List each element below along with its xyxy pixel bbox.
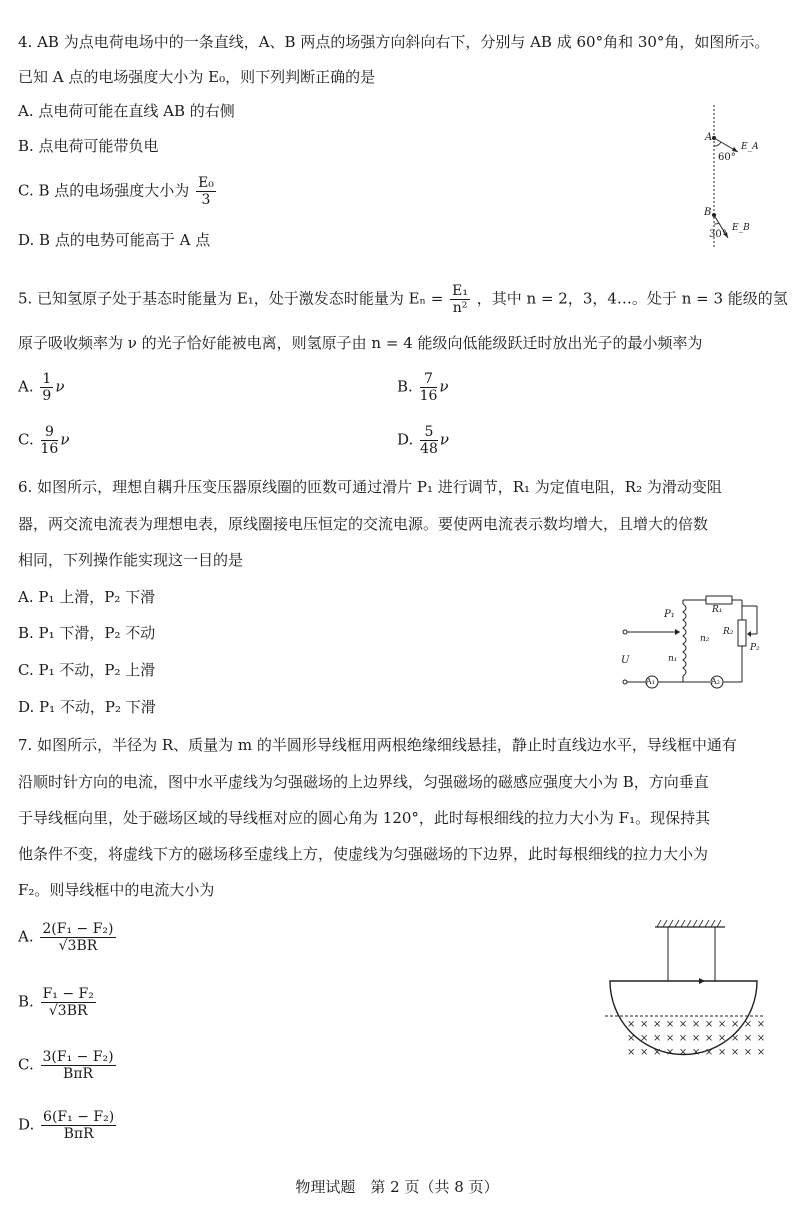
q6-stem-line3: 相同，下列操作能实现这一目的是 xyxy=(18,551,244,569)
q6-option-a: A. P₁ 上滑，P₂ 下滑 xyxy=(18,588,156,606)
q5-option-c-label: C. xyxy=(18,430,34,449)
q7-option-c xyxy=(18,1050,118,1081)
q7-stem-line2: 沿顺时针方向的电流，图中水平虚线为匀强磁场的上边界线，匀强磁场的磁感应强度大小为 B，方向垂直 xyxy=(18,773,709,791)
q6-fig-u: U xyxy=(621,655,630,666)
q7-c-den: BπR xyxy=(63,1066,94,1082)
q5-a-unit: ν xyxy=(55,377,65,396)
q5-option-b-label: B. xyxy=(397,377,413,396)
q6-fig-p2: P₂ xyxy=(750,643,760,653)
q4-option-c-fraction xyxy=(196,176,216,207)
q4-fig-label-a: A xyxy=(705,132,713,143)
q7-b-num: F₁ − F₂ xyxy=(42,986,94,1002)
q4-stem-line2: 已知 A 点的电场强度大小为 E₀，则下列判断正确的是 xyxy=(18,68,376,86)
q5-option-d-label: D. xyxy=(397,430,414,449)
q5-option-b xyxy=(397,372,449,403)
q7-b-den: √3BR xyxy=(48,1003,88,1019)
q7-option-c-label: C. xyxy=(18,1055,34,1074)
q5-c-num: 9 xyxy=(41,425,59,441)
q4-fig-angle-b: 30° xyxy=(709,229,727,240)
q5-option-c-fraction xyxy=(41,425,59,456)
q7-magnetic-field-crosses: ××××××××××× ××××××××××× ××××××××××× xyxy=(627,1019,770,1058)
page-footer: 物理试题 第 2 页（共 8 页） xyxy=(295,1178,499,1196)
q6-option-b: B. P₁ 下滑，P₂ 不动 xyxy=(18,624,156,642)
q6-fig-a2: A₂ xyxy=(711,677,720,686)
q4-option-c-text: C. B 点的电场强度大小为 xyxy=(18,181,190,200)
q7-stem-line3: 于导线框向里，处于磁场区域的导线框对应的圆心角为 120°，此时每根细线的拉力大小为 F₁。现保持其 xyxy=(18,809,711,827)
q5-c-unit: ν xyxy=(60,430,70,449)
q7-a-den: √3BR xyxy=(58,938,98,954)
q7-a-num: 2(F₁ − F₂) xyxy=(42,921,114,937)
q4-field-diagram xyxy=(690,100,770,250)
q5-a-num: 1 xyxy=(42,371,52,387)
q6-fig-n1: n₁ xyxy=(668,654,678,664)
q5-option-a xyxy=(18,372,64,403)
q7-d-den: BπR xyxy=(63,1126,94,1142)
q5-option-a-fraction xyxy=(40,372,53,403)
q7-option-c-fraction xyxy=(41,1050,116,1081)
q7-stem-line4: 他条件不变，将虚线下方的磁场移至虚线上方，使虚线为匀强磁场的下边界，此时每根细线的拉力大小为 xyxy=(18,845,709,863)
q5-stem-line1 xyxy=(18,284,788,315)
q5-option-b-fraction xyxy=(420,372,438,403)
q5-a-den: 9 xyxy=(42,388,52,404)
q6-option-c: C. P₁ 不动，P₂ 上滑 xyxy=(18,661,156,679)
q6-fig-r1: R₁ xyxy=(712,605,723,615)
q5-stem-line2: 原子吸收频率为 ν 的光子恰好能被电离，则氢原子由 n = 4 能级向低能级跃迁时放出光子的最小频率为 xyxy=(18,334,703,352)
q7-c-num: 3(F₁ − F₂) xyxy=(42,1049,114,1065)
q4-option-b: B. 点电荷可能带负电 xyxy=(18,137,159,155)
q7-option-a-label: A. xyxy=(18,927,34,946)
q5-energy-den: n² xyxy=(452,300,468,316)
q7-option-b xyxy=(18,987,98,1018)
q5-b-num: 7 xyxy=(420,372,438,388)
q7-option-b-fraction xyxy=(41,987,96,1018)
q5-d-unit: ν xyxy=(439,430,449,449)
q6-fig-p1: P₁ xyxy=(664,609,675,620)
q4-c-num: E₀ xyxy=(198,175,214,191)
q5-option-d-fraction xyxy=(420,425,438,456)
q6-circuit-diagram xyxy=(620,592,770,697)
q7-option-d xyxy=(18,1110,118,1141)
q4-option-c xyxy=(18,176,218,207)
q7-option-d-fraction xyxy=(41,1110,116,1141)
q6-stem-line2: 器，两交流电流表为理想电表，原线圈接电压恒定的交流电源。要使两电流表示数均增大，且增大的倍数 xyxy=(18,515,709,533)
q4-fig-label-ea: E_A xyxy=(741,142,759,152)
q5-d-den: 48 xyxy=(420,441,438,457)
q7-d-num: 6(F₁ − F₂) xyxy=(43,1109,115,1125)
q7-option-b-label: B. xyxy=(18,992,34,1011)
q4-fig-label-eb: E_B xyxy=(732,223,750,233)
q5-energy-fraction xyxy=(450,284,470,315)
q7-option-a-fraction xyxy=(40,922,115,953)
q5-option-a-label: A. xyxy=(18,377,34,396)
q4-fig-label-b: B xyxy=(704,207,712,218)
q5-stem-line1-b: ，其中 n = 2，3，4…。处于 n = 3 能级的氢 xyxy=(476,289,788,308)
q7-option-a xyxy=(18,922,118,953)
q6-stem-line1: 6. 如图所示，理想自耦升压变压器原线圈的匝数可通过滑片 P₁ 进行调节，R₁ 为定值电阻，R₂ 为滑动变阻 xyxy=(18,478,722,496)
q4-option-a: A. 点电荷可能在直线 AB 的右侧 xyxy=(18,102,235,120)
q5-stem-line1-a: 5. 已知氢原子处于基态时能量为 E₁，处于激发态时能量为 Eₙ = xyxy=(18,289,444,308)
q4-option-d: D. B 点的电势可能高于 A 点 xyxy=(18,231,211,249)
q6-fig-a1: A₁ xyxy=(646,677,655,686)
q7-stem-line5: F₂。则导线框中的电流大小为 xyxy=(18,881,215,899)
q5-c-den: 16 xyxy=(40,441,59,457)
q5-d-num: 5 xyxy=(420,425,438,441)
q5-energy-num: E₁ xyxy=(452,283,468,299)
q6-fig-n2: n₂ xyxy=(700,634,710,644)
q6-option-d: D. P₁ 不动，P₂ 下滑 xyxy=(18,698,156,716)
q5-b-unit: ν xyxy=(439,377,449,396)
q4-fig-angle-a: 60° xyxy=(718,152,736,163)
q7-option-d-label: D. xyxy=(18,1115,35,1134)
q5-option-c xyxy=(18,425,69,456)
q7-stem-line1: 7. 如图所示，半径为 R、质量为 m 的半圆形导线框用两根绝缘细线悬挂，静止时直线边水平，导线框中通有 xyxy=(18,736,737,754)
q5-option-d xyxy=(397,425,449,456)
q6-fig-r2: R₂ xyxy=(723,627,734,637)
q4-stem-line1: 4. AB 为点电荷电场中的一条直线，A、B 两点的场强方向斜向右下，分别与 AB 成 60°角和 30°角，如图所示。 xyxy=(18,33,770,51)
q4-c-den: 3 xyxy=(201,192,211,208)
q5-b-den: 16 xyxy=(419,388,438,404)
